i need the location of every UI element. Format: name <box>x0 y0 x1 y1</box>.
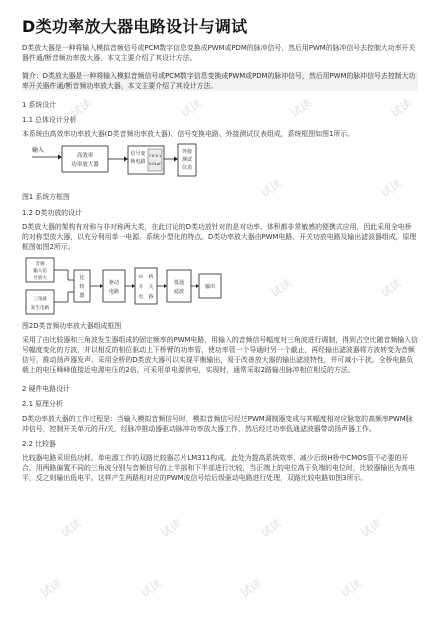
figure-2-caption: 图2D类音频功率放大器组成框图 <box>22 322 122 330</box>
paragraph-overall: 本系统由高效率功率放大器(D类音频功率放大器)、信号变换电路、外接测试仪表组成，系统框图如图1所示。 <box>22 130 355 138</box>
fig2-audio-line3: 号放大 <box>33 276 47 281</box>
fig2-driver-1: 驱动 <box>108 280 120 286</box>
document-title: D类功率放大器电路设计与调试 <box>22 17 248 36</box>
fig2-lpf-block <box>167 270 191 302</box>
fig1-meter-line2: 测试 <box>181 157 193 163</box>
fig1-input-label: 输入 <box>32 147 45 154</box>
fig2-tri-line2: 发生电路 <box>30 306 50 311</box>
fig2-lpf-2: 滤波 <box>173 289 185 295</box>
fig1-amp-line1: 高效率 <box>76 153 94 159</box>
figure-1-block-diagram <box>28 140 198 182</box>
fig1-meter-line1: 外接 <box>181 149 193 155</box>
heading-principle: 2.1 原理分析 <box>22 400 63 408</box>
figure-1-caption: 图1 系统方框图 <box>22 193 70 201</box>
fig2-comp-2: 较 <box>79 284 85 290</box>
abstract-paragraph: 简介：D类放大器是一种将输入模拟音频信号或PCM数字信息变换成PWM或PDM的脉冲信号，然后用PWM的脉冲信号去控制大功率开关器件通/断音频功率放大器，本文主要介绍了其设计方法。 <box>22 71 418 91</box>
heading-system-design: 1 系统设计 <box>22 101 57 109</box>
fig2-tri-line1: 三角波 <box>33 297 47 302</box>
paragraph-principle: D类功率放大器的工作过程是：当输入模拟音频信号时，模拟音频信号经过PWM调制器变成与其幅度相对应脉宽的高频率PWM脉冲信号，控制开关单元的开/关，经脉冲推动器驱动脉冲功率放大器工作，然后经过功率低通滤波器带动扬声器工作。 <box>22 415 413 433</box>
watermark-text: 试读 <box>178 96 205 121</box>
fig2-comp-3: 器 <box>79 293 85 299</box>
watermark-text: 试读 <box>38 576 65 601</box>
heading-comparator: 2.2 比较器 <box>22 440 56 448</box>
watermark-text: 试读 <box>138 576 165 601</box>
paragraph-class-d: D类放大器的架构有对称与非对称两大类，在此讨论的D类功放针对的是对功率、体积都非常敏感的便携式应用，因此采用全电桥的对称型放大器，以充分利用单一电源。系统小型化的特点。D类功率放大器由PWM电路、开关功放电路及输出滤波器组成，原理框图如图2所示。 <box>22 223 417 251</box>
fig1-amp-line2: 功率放大器 <box>71 162 99 168</box>
fig2-hb-1: H <box>139 275 143 280</box>
watermark-text: 试读 <box>238 576 265 601</box>
heading-class-d-design: 1.2 D类功放的设计 <box>22 209 82 217</box>
fig2-driver-2: 电路 <box>108 289 120 295</box>
watermark-text: 试读 <box>258 516 285 541</box>
watermark-text: 试读 <box>258 176 285 201</box>
fig1-display-panel <box>148 149 162 171</box>
watermark-text: 试读 <box>338 576 365 601</box>
watermark-text: 试读 <box>378 176 405 201</box>
watermark-text: 试读 <box>358 516 385 541</box>
fig2-audio-line2: 输入信 <box>33 269 47 274</box>
watermark-text: 试读 <box>388 96 415 121</box>
fig2-driver-block <box>103 270 125 302</box>
heading-hardware-design: 2 硬件电路设计 <box>22 385 70 393</box>
fig2-hb-3: 开 <box>138 285 144 290</box>
svg-text:7 8 6 1: 7 8 6 1 <box>148 154 162 158</box>
fig2-audio-line1: 音频 <box>35 262 45 267</box>
fig2-lpf-1: 低通 <box>173 280 185 286</box>
fig1-conv-line1: 信号变 <box>130 151 146 157</box>
fig2-hb-5: 电 <box>138 295 144 300</box>
watermark-text: 试读 <box>288 96 315 121</box>
fig2-comp-1: 比 <box>79 275 85 281</box>
figure-2-block-diagram <box>24 256 224 318</box>
fig1-amp-block <box>62 146 108 172</box>
paragraph-pwm-circuit: 采用了由比较器和三角波发生器组成的固定频率的PWM电路，用输入的音频信号幅度对三角波进行调制，得到占空比随音频输入信号幅度变化的方波，并以相反的相位驱动上下桥臂的功率管，使功率管一个导通时另一个截止，再经输出滤波器将方波转变为音频信号，推动扬声器发声。采用全桥的D类放大器可以实现平衡输出，易于改善放大器的输出滤波特性，并可减小干扰。全桥电路负载上的电压峰峰值接近电源电压的2倍，可采用单电源供电，实现时，通常采取2路输出脉冲相位相反的方法。 <box>22 336 418 374</box>
fig1-meter-line3: 仪表 <box>181 165 193 171</box>
fig2-hb-2: 桥 <box>148 275 154 280</box>
heading-overall-analysis: 1.1 总体设计分析 <box>22 116 77 124</box>
fig2-hb-6: 路 <box>148 295 154 300</box>
paragraph-comparator: 比较器电路采用低功耗、单电源工作的双路比较器芯片LM311构成。此处为提高系统效率，减少后级H桥中CMOS管不必要的开合，用两路偏置不同的三角波分别与音频信号的上半部和下半部进行比较，当正端上的电位高于负端的电位时，比较器输出为高电平，反之则输出低电平。这样产生两路相对应的PWM波信号给后级驱动电路进行处理，双路比较电路如图3所示。 <box>22 454 415 482</box>
fig1-conv-line2: 换电路 <box>130 159 146 165</box>
fig2-output-label: 输出 <box>204 284 216 290</box>
watermark-text: 试读 <box>158 516 185 541</box>
svg-text:0.01μF: 0.01μF <box>148 162 162 166</box>
watermark-text: 试读 <box>58 516 85 541</box>
watermark-text: 试读 <box>68 96 95 121</box>
intro-paragraph: D类放大器是一种将输入模拟音频信号或PCM数字信息变换成PWM或PDM的脉冲信号，然后用PWM的脉冲信号去控制大功率开关器件通/断音频功率放大器，本文主要介绍了其设计方法。 <box>22 44 416 62</box>
watermark-text: 试读 <box>268 276 295 301</box>
watermark-text: 试读 <box>378 276 405 301</box>
fig2-hb-4: 关 <box>148 285 154 290</box>
